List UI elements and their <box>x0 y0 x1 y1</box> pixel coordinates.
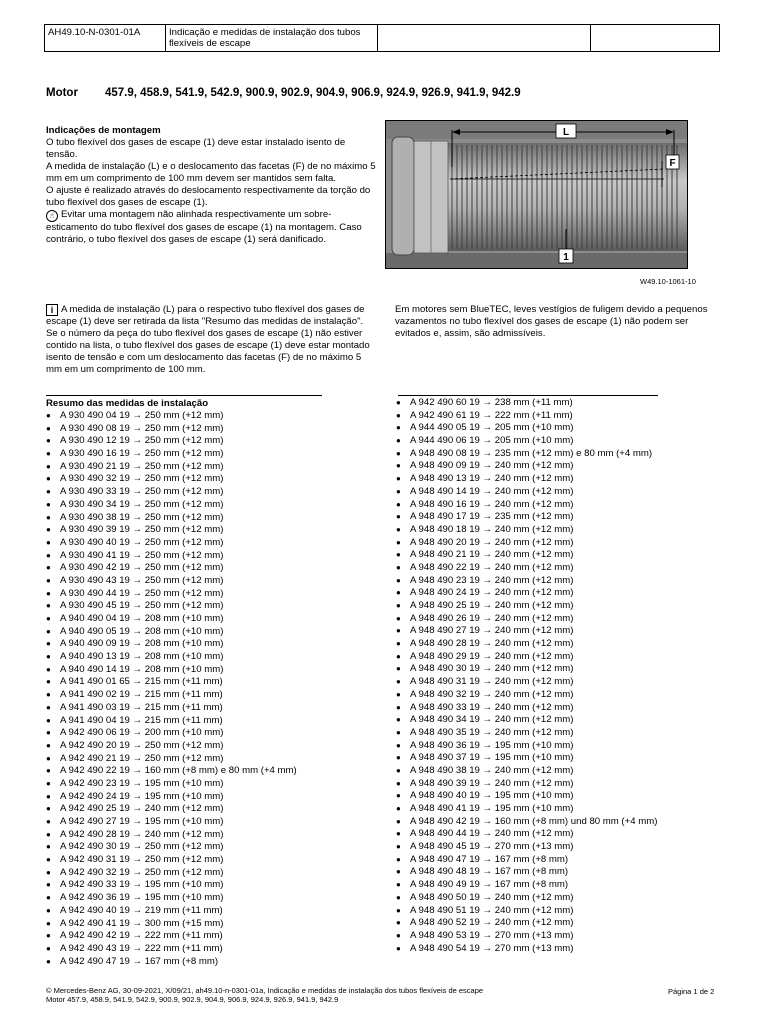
list-item: ● A 948 490 39 19 → 240 mm (+12 mm) <box>396 778 657 791</box>
list-item: ● A 942 490 61 19 → 222 mm (+11 mm) <box>396 410 657 423</box>
installation-list-left <box>46 410 297 968</box>
list-item: ● A 942 490 31 19 → 250 mm (+12 mm) <box>46 854 297 867</box>
figure-caption: W49.10-1061-10 <box>640 277 696 286</box>
list-item: ● A 948 490 45 19 → 270 mm (+13 mm) <box>396 841 657 854</box>
list-item: ● A 940 490 14 19 → 208 mm (+10 mm) <box>46 664 297 677</box>
list-item: ● A 942 490 36 19 → 195 mm (+10 mm) <box>46 892 297 905</box>
list-item: ● A 948 490 33 19 → 240 mm (+12 mm) <box>396 702 657 715</box>
list-item: ● A 942 490 27 19 → 195 mm (+10 mm) <box>46 816 297 829</box>
list-item: ● A 930 490 08 19 → 250 mm (+12 mm) <box>46 423 297 436</box>
list-item: ● A 942 490 60 19 → 238 mm (+11 mm) <box>396 397 657 410</box>
list-item: ● A 948 490 27 19 → 240 mm (+12 mm) <box>396 625 657 638</box>
warning-text: Evitar uma montagem não alinhada respectivamente um sobre-esticamento do tubo flexível dos gases de escape (1) na montagem. Caso contrário, o tubo flexível dos gases de escape (1) será danificado. <box>46 209 362 245</box>
list-item: ● A 930 490 16 19 → 250 mm (+12 mm) <box>46 448 297 461</box>
flexible-pipe-illustration <box>386 121 687 268</box>
list-item: ● A 948 490 53 19 → 270 mm (+13 mm) <box>396 930 657 943</box>
list-item: ● A 948 490 23 19 → 240 mm (+12 mm) <box>396 575 657 588</box>
list-item: ● A 930 490 41 19 → 250 mm (+12 mm) <box>46 550 297 563</box>
list-item: ● A 941 490 01 65 → 215 mm (+11 mm) <box>46 676 297 689</box>
footer <box>46 986 483 1004</box>
list-item: ● A 948 490 38 19 → 240 mm (+12 mm) <box>396 765 657 778</box>
footer-motor: Motor 457.9, 458.9, 541.9, 542.9, 900.9, 902.9, 904.9, 906.9, 924.9, 926.9, 941.9, 942.9 <box>46 995 339 1004</box>
instructions-paragraph: O tubo flexível dos gases de escape (1) deve estar instalado isento de tensão. <box>46 137 346 160</box>
list-item: ● A 942 490 33 19 → 195 mm (+10 mm) <box>46 879 297 892</box>
motor-label: Motor <box>46 87 78 99</box>
list-item: ● A 948 490 24 19 → 240 mm (+12 mm) <box>396 587 657 600</box>
list-item: ● A 948 490 44 19 → 240 mm (+12 mm) <box>396 828 657 841</box>
summary-heading: Resumo das medidas de instalação <box>46 398 209 409</box>
list-item: ● A 948 490 25 19 → 240 mm (+12 mm) <box>396 600 657 613</box>
list-item: ● A 948 490 28 19 → 240 mm (+12 mm) <box>396 638 657 651</box>
list-item: ● A 942 490 32 19 → 250 mm (+12 mm) <box>46 867 297 880</box>
list-item: ● A 948 490 08 19 → 235 mm (+12 mm) e 80 mm (+4 mm) <box>396 448 657 461</box>
list-item: ● A 930 490 43 19 → 250 mm (+12 mm) <box>46 575 297 588</box>
list-item: ● A 948 490 26 19 → 240 mm (+12 mm) <box>396 613 657 626</box>
header-empty-cell <box>591 25 720 52</box>
list-item: ● A 930 490 42 19 → 250 mm (+12 mm) <box>46 562 297 575</box>
list-item: ● A 948 490 09 19 → 240 mm (+12 mm) <box>396 460 657 473</box>
list-item: ● A 948 490 29 19 → 240 mm (+12 mm) <box>396 651 657 664</box>
list-item: ● A 930 490 21 19 → 250 mm (+12 mm) <box>46 461 297 474</box>
list-item: ● A 930 490 33 19 → 250 mm (+12 mm) <box>46 486 297 499</box>
dimension-label-F: F <box>669 158 676 169</box>
list-item: ● A 942 490 42 19 → 222 mm (+11 mm) <box>46 930 297 943</box>
list-item: ● A 942 490 40 19 → 219 mm (+11 mm) <box>46 905 297 918</box>
warning-icon: ☝ <box>46 210 58 222</box>
list-item: ● A 948 490 49 19 → 167 mm (+8 mm) <box>396 879 657 892</box>
list-item: ● A 948 490 30 19 → 240 mm (+12 mm) <box>396 663 657 676</box>
list-item: ● A 948 490 41 19 → 195 mm (+10 mm) <box>396 803 657 816</box>
list-item: ● A 930 490 12 19 → 250 mm (+12 mm) <box>46 435 297 448</box>
list-item: ● A 948 490 14 19 → 240 mm (+12 mm) <box>396 486 657 499</box>
list-item: ● A 948 490 16 19 → 240 mm (+12 mm) <box>396 499 657 512</box>
list-item: ● A 948 490 40 19 → 195 mm (+10 mm) <box>396 790 657 803</box>
info-paragraph <box>46 304 376 328</box>
list-item: ● A 948 490 48 19 → 167 mm (+8 mm) <box>396 866 657 879</box>
list-item: ● A 930 490 38 19 → 250 mm (+12 mm) <box>46 512 297 525</box>
notes-paragraph: Se o número da peça do tubo flexível dos gases de escape (1) não estiver contido na lista, o tubo flexível dos gases de escape (1) deve estar montado isento de tensão e com um deslocamento das facetas (F) de no máximo 5 mm em um comprimento de 100 mm. <box>46 328 370 375</box>
info-icon: i <box>46 304 58 316</box>
instructions-paragraph: O ajuste é realizado através do deslocamento respectivamente da torção do tubo flexível dos gases de escape (1). <box>46 185 371 208</box>
info-text: A medida de instalação (L) para o respectivo tubo flexível dos gases de escape (1) deve ser retirada da lista "Resumo das medidas de instalação". <box>46 304 365 327</box>
warning-paragraph <box>46 209 376 246</box>
list-item: ● A 948 490 18 19 → 240 mm (+12 mm) <box>396 524 657 537</box>
list-item: ● A 948 490 31 19 → 240 mm (+12 mm) <box>396 676 657 689</box>
list-item: ● A 930 490 34 19 → 250 mm (+12 mm) <box>46 499 297 512</box>
motor-models: 457.9, 458.9, 541.9, 542.9, 900.9, 902.9, 904.9, 906.9, 924.9, 926.9, 941.9, 942.9 <box>105 87 521 99</box>
list-item: ● A 948 490 42 19 → 160 mm (+8 mm) und 80 mm (+4 mm) <box>396 816 657 829</box>
list-item: ● A 930 490 04 19 → 250 mm (+12 mm) <box>46 410 297 423</box>
list-item: ● A 948 490 37 19 → 195 mm (+10 mm) <box>396 752 657 765</box>
list-item: ● A 942 490 28 19 → 240 mm (+12 mm) <box>46 829 297 842</box>
list-item: ● A 940 490 05 19 → 208 mm (+10 mm) <box>46 626 297 639</box>
list-item: ● A 942 490 25 19 → 240 mm (+12 mm) <box>46 803 297 816</box>
section-divider <box>398 395 658 396</box>
list-item: ● A 948 490 52 19 → 240 mm (+12 mm) <box>396 917 657 930</box>
list-item: ● A 948 490 51 19 → 240 mm (+12 mm) <box>396 905 657 918</box>
list-item: ● A 941 490 02 19 → 215 mm (+11 mm) <box>46 689 297 702</box>
list-item: ● A 942 490 41 19 → 300 mm (+15 mm) <box>46 918 297 931</box>
exhaust-pipe-figure <box>385 120 688 269</box>
dimension-label-L: L <box>562 127 570 138</box>
list-item: ● A 948 490 35 19 → 240 mm (+12 mm) <box>396 727 657 740</box>
list-item: ● A 930 490 39 19 → 250 mm (+12 mm) <box>46 524 297 537</box>
list-item: ● A 942 490 43 19 → 222 mm (+11 mm) <box>46 943 297 956</box>
list-item: ● A 930 490 40 19 → 250 mm (+12 mm) <box>46 537 297 550</box>
list-item: ● A 944 490 06 19 → 205 mm (+10 mm) <box>396 435 657 448</box>
document-title: Indicação e medidas de instalação dos tubos flexíveis de escape <box>166 25 378 52</box>
header-empty-cell <box>378 25 591 52</box>
list-item: ● A 944 490 05 19 → 205 mm (+10 mm) <box>396 422 657 435</box>
mounting-instructions <box>46 125 376 246</box>
page-number: Página 1 de 2 <box>668 987 715 996</box>
list-item: ● A 948 490 32 19 → 240 mm (+12 mm) <box>396 689 657 702</box>
list-item: ● A 948 490 50 19 → 240 mm (+12 mm) <box>396 892 657 905</box>
instructions-heading: Indicações de montagem <box>46 125 161 136</box>
section-divider <box>46 395 322 396</box>
list-item: ● A 941 490 03 19 → 215 mm (+11 mm) <box>46 702 297 715</box>
list-item: ● A 948 490 36 19 → 195 mm (+10 mm) <box>396 740 657 753</box>
list-item: ● A 942 490 21 19 → 250 mm (+12 mm) <box>46 753 297 766</box>
list-item: ● A 948 490 17 19 → 235 mm (+12 mm) <box>396 511 657 524</box>
list-item: ● A 941 490 04 19 → 215 mm (+11 mm) <box>46 715 297 728</box>
list-item: ● A 948 490 20 19 → 240 mm (+12 mm) <box>396 537 657 550</box>
list-item: ● A 942 490 24 19 → 195 mm (+10 mm) <box>46 791 297 804</box>
list-item: ● A 942 490 47 19 → 167 mm (+8 mm) <box>46 956 297 969</box>
document-id: AH49.10-N-0301-01A <box>45 25 166 52</box>
list-item: ● A 948 490 22 19 → 240 mm (+12 mm) <box>396 562 657 575</box>
installation-notes <box>46 304 376 376</box>
list-item: ● A 940 490 04 19 → 208 mm (+10 mm) <box>46 613 297 626</box>
list-item: ● A 930 490 45 19 → 250 mm (+12 mm) <box>46 600 297 613</box>
motor-line <box>46 87 521 99</box>
list-item: ● A 948 490 21 19 → 240 mm (+12 mm) <box>396 549 657 562</box>
list-item: ● A 942 490 30 19 → 250 mm (+12 mm) <box>46 841 297 854</box>
instructions-paragraph: A medida de instalação (L) e o deslocamento das facetas (F) de no máximo 5 mm em um comprimento de 100 mm devem ser mantidos sem falta. <box>46 161 376 184</box>
list-item: ● A 948 490 47 19 → 167 mm (+8 mm) <box>396 854 657 867</box>
installation-list-right <box>396 397 657 955</box>
list-item: ● A 930 490 44 19 → 250 mm (+12 mm) <box>46 588 297 601</box>
list-item: ● A 940 490 13 19 → 208 mm (+10 mm) <box>46 651 297 664</box>
list-item: ● A 942 490 06 19 → 200 mm (+10 mm) <box>46 727 297 740</box>
list-item: ● A 948 490 13 19 → 240 mm (+12 mm) <box>396 473 657 486</box>
bluetec-note: Em motores sem BlueTEC, leves vestígios de fuligem devido a pequenos vazamentos no tubo flexível dos gases de escape (1) não podem ser evitados e, assim, são admissíveis. <box>395 304 708 339</box>
list-item: ● A 930 490 32 19 → 250 mm (+12 mm) <box>46 473 297 486</box>
document-header-table <box>44 24 720 52</box>
callout-label-1: 1 <box>563 252 569 263</box>
list-item: ● A 948 490 34 19 → 240 mm (+12 mm) <box>396 714 657 727</box>
list-item: ● A 948 490 54 19 → 270 mm (+13 mm) <box>396 943 657 956</box>
list-item: ● A 942 490 22 19 → 160 mm (+8 mm) e 80 mm (+4 mm) <box>46 765 297 778</box>
footer-copyright: © Mercedes-Benz AG, 30-09-2021, X/09/21, ah49.10-n-0301-01a, Indicação e medidas de instalação dos tubos flexíveis de escape <box>46 986 484 995</box>
list-item: ● A 940 490 09 19 → 208 mm (+10 mm) <box>46 638 297 651</box>
list-item: ● A 942 490 20 19 → 250 mm (+12 mm) <box>46 740 297 753</box>
list-item: ● A 942 490 23 19 → 195 mm (+10 mm) <box>46 778 297 791</box>
